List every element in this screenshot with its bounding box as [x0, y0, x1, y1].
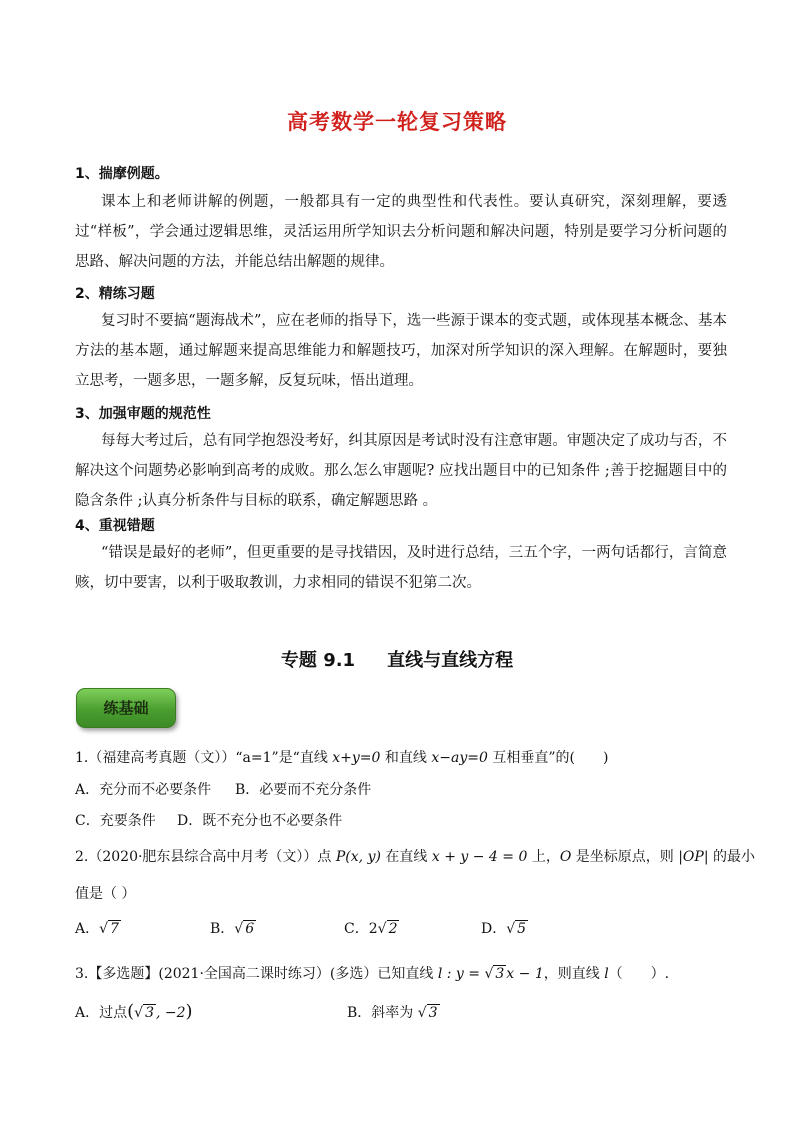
q2-text-e: 的最小: [708, 849, 756, 865]
q3-option-a-rest: , −2: [156, 1005, 186, 1021]
q1-expr-2: x−ay=0: [431, 750, 488, 766]
question-1-options-row-1: [75, 779, 371, 799]
q3-option-b[interactable]: [347, 1002, 440, 1022]
strategy-body-4: “错误是最好的老师”，但更重要的是寻找错因，及时进行总结，三五个字，一两句话都行，言简意赅，切中要害，以利于吸取教训，力求相同的错误不犯第二次。: [75, 545, 727, 591]
strategy-body-1: 课本上和老师讲解的例题，一般都具有一定的典型性和代表性。要认真研究，深刻理解，要透过“样板”，学会通过逻辑思维，灵活运用所学知识去分析问题和解决问题，特别是要学习分析问题的思路、解决问题的方法，并能总结出解题的规律。: [75, 194, 727, 270]
section-title: [0, 646, 794, 672]
q1-text-a: 1.（福建高考真题（文））“a=1”是“直线: [75, 750, 333, 766]
q2-option-d-label: D．: [481, 921, 507, 937]
q3-option-a[interactable]: A．过点(√ 3 , −2): [75, 1001, 193, 1022]
q3-eq-root: 3: [495, 966, 505, 982]
strategy-heading-4: 4、重视错题: [75, 518, 155, 534]
q2-op: |OP|: [678, 849, 709, 865]
question-1-stem: [75, 747, 608, 767]
q1-expr-1: x+y=0: [332, 750, 381, 766]
sqrt-icon: √: [134, 1005, 144, 1021]
section-name: 直线与直线方程: [387, 650, 514, 671]
sqrt-icon: √: [377, 921, 387, 937]
q1-text-b: 和直线: [380, 750, 432, 766]
q3-option-a-root: 3: [145, 1005, 154, 1021]
section-number: 专题 9.1: [280, 650, 356, 671]
q2-option-b-label: B．: [210, 921, 235, 937]
question-3-options: [75, 1001, 440, 1022]
q1-option-b[interactable]: B．必要而不充分条件: [235, 782, 372, 798]
q2-origin: O: [559, 849, 572, 865]
q2-option-a-label: A．: [75, 921, 100, 937]
strategy-body-3: 每每大考过后，总有同学抱怨没考好，纠其原因是考试时没有注意审题。审题决定了成功与否，不解决这个问题势必影响到高考的成败。那么怎么审题呢? 应找出题目中的已知条件 ;善于挖掘题目中的隐含条件 ;认真分析条件与目标的联系，确定解题思路 。: [75, 433, 727, 509]
strategy-heading-3: 3、加强审题的规范性: [75, 406, 211, 422]
q2-text-c: 上，: [527, 849, 560, 865]
q2-option-b-value: 6: [245, 921, 255, 937]
q1-option-a[interactable]: A．充分而不必要条件: [75, 782, 212, 798]
question-2-stem: [75, 846, 755, 866]
sqrt-icon: √: [99, 921, 109, 937]
q2-option-c-label: C．: [344, 921, 369, 937]
q3-text-b: ，则直线: [543, 966, 605, 982]
q2-option-b[interactable]: [210, 918, 344, 938]
q3-text-a: 3.【多选题】(2021·全国高二课时练习）(多选）已知直线: [75, 966, 438, 982]
q3-eq-lhs: l : y =: [437, 966, 485, 982]
sqrt-icon: √: [484, 966, 494, 982]
strategy-heading-1: 1、揣摩例题。: [75, 166, 169, 182]
q3-option-a-label: A．过点: [75, 1005, 128, 1021]
practice-basics-badge: 练基础: [76, 688, 176, 728]
q2-line: x + y − 4 = 0: [431, 849, 528, 865]
sqrt-icon: √: [417, 1005, 427, 1021]
question-1-options-row-2: [75, 810, 342, 830]
q2-text-b: 在直线: [380, 849, 432, 865]
q3-option-b-label: B．斜率为: [347, 1005, 418, 1021]
q2-text-a: 2.（2020·肥东县综合高中月考（文））点: [75, 849, 336, 865]
q2-text-d: 是坐标原点，则: [571, 849, 679, 865]
page-title: 高考数学一轮复习策略: [287, 110, 507, 134]
q2-point: P(x, y): [335, 849, 381, 865]
q3-text-c: （ ）.: [608, 966, 670, 982]
q1-option-d[interactable]: D．既不充分也不必要条件: [177, 813, 343, 829]
q2-option-a[interactable]: [75, 918, 210, 938]
q2-option-d[interactable]: [481, 918, 528, 938]
q3-option-b-root: 3: [428, 1005, 438, 1021]
q2-option-a-value: 7: [110, 921, 119, 937]
question-3-stem: [75, 963, 669, 983]
q3-eq-rhs: x − 1: [506, 966, 544, 982]
q2-option-c-coef: 2: [368, 921, 378, 937]
sqrt-icon: √: [234, 921, 244, 937]
strategy-body-2: 复习时不要搞“题海战术”，应在老师的指导下，选一些源于课本的变式题，或体现基本概念、基本方法的基本题，通过解题来提高思维能力和解题技巧，加深对所学知识的深入理解。在解题时，要独立思考，一题多思，一题多解，反复玩味，悟出道理。: [75, 313, 727, 389]
strategy-heading-2: 2、精练习题: [75, 286, 155, 302]
q1-option-c[interactable]: C．充要条件: [75, 813, 156, 829]
q3-line-l: l: [604, 966, 609, 982]
q1-text-c: 互相垂直”的( ): [487, 750, 609, 766]
question-2-stem-cont: 值是（ ）: [75, 886, 136, 902]
q2-option-c-value: 2: [388, 921, 398, 937]
sqrt-icon: √: [506, 921, 516, 937]
question-2-options: [75, 918, 528, 938]
q2-option-c[interactable]: [344, 918, 481, 938]
q2-option-d-value: 5: [517, 921, 527, 937]
